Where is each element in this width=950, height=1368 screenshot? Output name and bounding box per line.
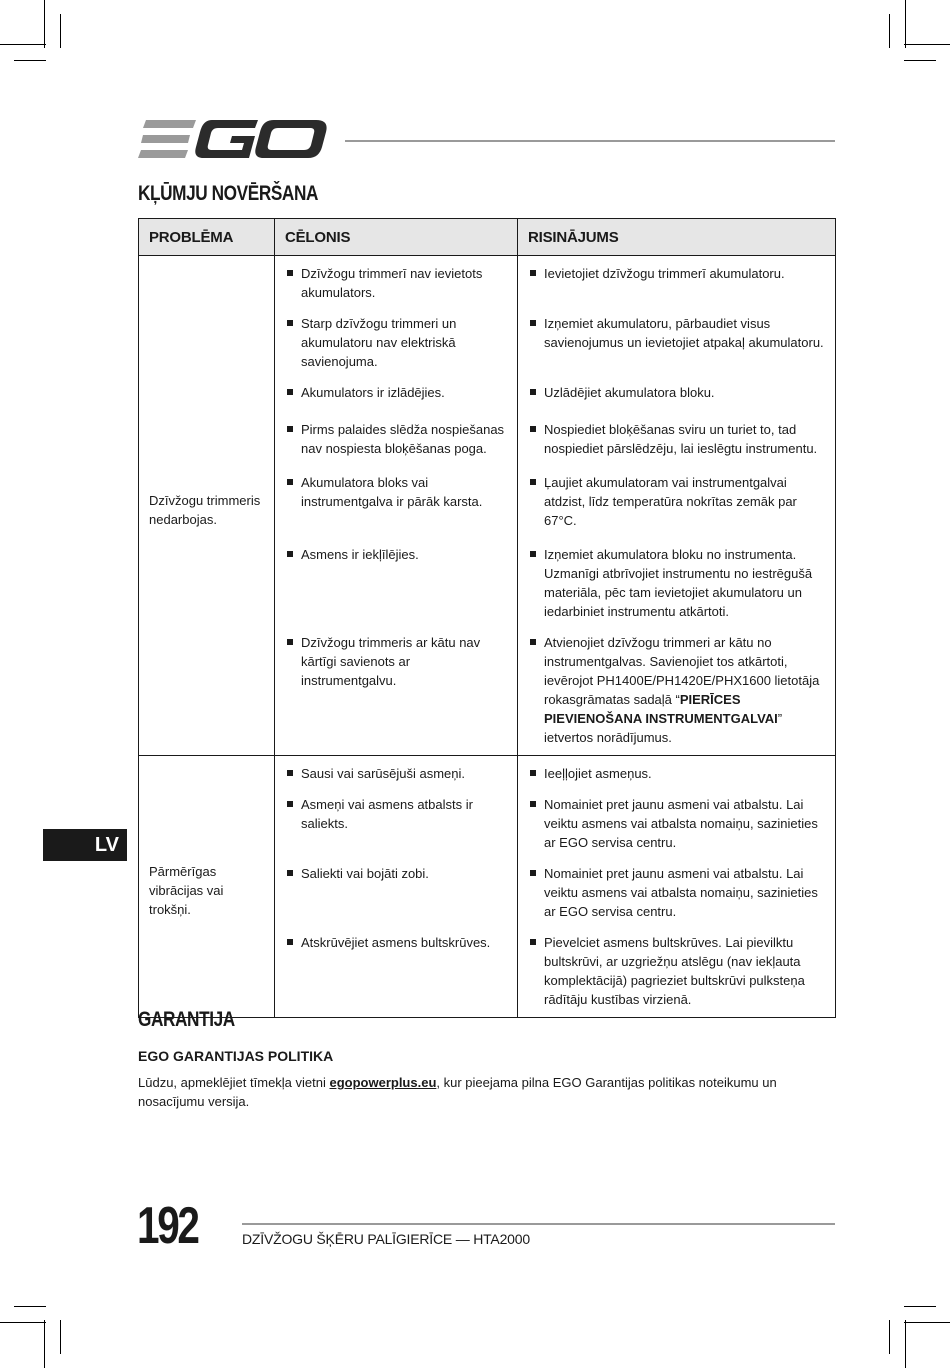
solution-item: Nospiediet bloķēšanas sviru un turiet to, tad nospiediet pārslēdzēju, lai ieslēgtu instrumentu.	[526, 420, 827, 458]
table-row	[139, 256, 836, 315]
warranty-title: GARANTIJA	[138, 1008, 235, 1031]
crop-mark	[44, 1320, 45, 1368]
crop-mark	[889, 14, 890, 48]
cause-item: Sausi vai sarūsējuši asmeņi.	[283, 764, 509, 783]
cause-item: Akumulatora bloks vai instrumentgalva ir pārāk karsta.	[283, 473, 509, 511]
troubleshooting-title: KĻŪMJU NOVĒRŠANA	[138, 182, 319, 205]
crop-mark	[904, 60, 936, 61]
solution-item: Pievelciet asmens bultskrūves. Lai pievilktu bultskrūvi, ar uzgriežņu atslēgu (nav iekļauta komplektācijā) pagrieziet bultskrūvi pulksteņa rādītāju kustības virzienā.	[526, 933, 827, 1009]
table-row	[139, 756, 836, 796]
cause-item: Starp dzīvžogu trimmeri un akumulatoru nav elektriskā savienojuma.	[283, 314, 509, 371]
crop-mark	[0, 44, 46, 45]
crop-mark	[14, 60, 46, 61]
solution-item: Izņemiet akumulatoru, pārbaudiet visus savienojumus un ievietojiet atpakaļ akumulatoru.	[526, 314, 827, 352]
solution-item: Ieeļļojiet asmeņus.	[526, 764, 827, 783]
crop-mark	[904, 1322, 950, 1323]
crop-mark	[60, 14, 61, 48]
crop-mark	[904, 1306, 936, 1307]
crop-mark	[14, 1306, 46, 1307]
problem-cell: Dzīvžogu trimmeris nedarbojas.	[139, 256, 275, 756]
cause-item: Saliekti vai bojāti zobi.	[283, 864, 509, 883]
solution-item: Ļaujiet akumulatoram vai instrumentgalvai atdzist, līdz temperatūra nokrītas zemāk par 67°C.	[526, 473, 827, 530]
solution-item: Atvienojiet dzīvžogu trimmeri ar kātu no instrumentgalvas. Savienojiet tos atkārtoti, ievērojot PH1400E/PH1420E/PHX1600 lietotāja rokasgrāmatas sadaļā “PIERĪCES PIEVIENOŠANA INSTRUMENTGALVAI” ietvertos norādījumus.	[526, 633, 827, 747]
crop-mark	[0, 1322, 46, 1323]
warranty-subtitle: EGO GARANTIJAS POLITIKA	[138, 1048, 334, 1064]
column-header-problem: PROBLĒMA	[139, 219, 275, 256]
header-rule	[345, 140, 835, 142]
warranty-link[interactable]: egopowerplus.eu	[329, 1075, 437, 1090]
footer-rule	[242, 1223, 835, 1225]
cause-item: Akumulators ir izlādējies.	[283, 383, 509, 402]
page-number: 192	[137, 1197, 198, 1255]
crop-mark	[904, 44, 950, 45]
ego-logo	[138, 118, 328, 162]
cause-item: Asmeņi vai asmens atbalsts ir saliekts.	[283, 795, 509, 833]
warranty-text: Lūdzu, apmeklējiet tīmekļa vietni egopowerplus.eu, kur pieejama pilna EGO Garantijas politikas noteikumu un nosacījumu versija.	[138, 1075, 777, 1109]
crop-mark	[905, 0, 906, 48]
cause-item: Dzīvžogu trimmeris ar kātu nav kārtīgi savienots ar instrumentgalvu.	[283, 633, 509, 690]
language-tab: LV	[43, 829, 127, 861]
solution-item: Ievietojiet dzīvžogu trimmerī akumulatoru.	[526, 264, 827, 283]
cause-item: Dzīvžogu trimmerī nav ievietots akumulators.	[283, 264, 509, 302]
solution-item: Nomainiet pret jaunu asmeni vai atbalstu. Lai veiktu asmens vai atbalsta nomaiņu, sazinieties ar EGO servisa centru.	[526, 795, 827, 852]
crop-mark	[44, 0, 45, 48]
crop-mark	[905, 1320, 906, 1368]
cause-item: Asmens ir iekļīlējies.	[283, 545, 509, 564]
solution-item: Uzlādējiet akumulatora bloku.	[526, 383, 827, 402]
footer-title: DZĪVŽOGU ŠĶĒRU PALĪGIERĪCE — HTA2000	[242, 1231, 530, 1247]
table-header-row	[139, 219, 836, 256]
column-header-solution: RISINĀJUMS	[518, 219, 836, 256]
column-header-cause: CĒLONIS	[275, 219, 518, 256]
solution-item: Nomainiet pret jaunu asmeni vai atbalstu. Lai veiktu asmens vai atbalsta nomaiņu, sazinieties ar EGO servisa centru.	[526, 864, 827, 921]
crop-mark	[889, 1320, 890, 1354]
troubleshooting-table	[138, 218, 836, 1018]
cause-item: Pirms palaides slēdža nospiešanas nav nospiesta bloķēšanas poga.	[283, 420, 509, 458]
solution-item: Izņemiet akumulatora bloku no instrumenta. Uzmanīgi atbrīvojiet instrumentu no iestrēgušā materiāla, pēc tam ievietojiet akumulatoru un iedarbiniet instrumentu atkārtoti.	[526, 545, 827, 621]
cause-item: Atskrūvējiet asmens bultskrūves.	[283, 933, 509, 952]
crop-mark	[60, 1320, 61, 1354]
problem-cell: Pārmērīgas vibrācijas vai trokšņi.	[139, 756, 275, 1018]
